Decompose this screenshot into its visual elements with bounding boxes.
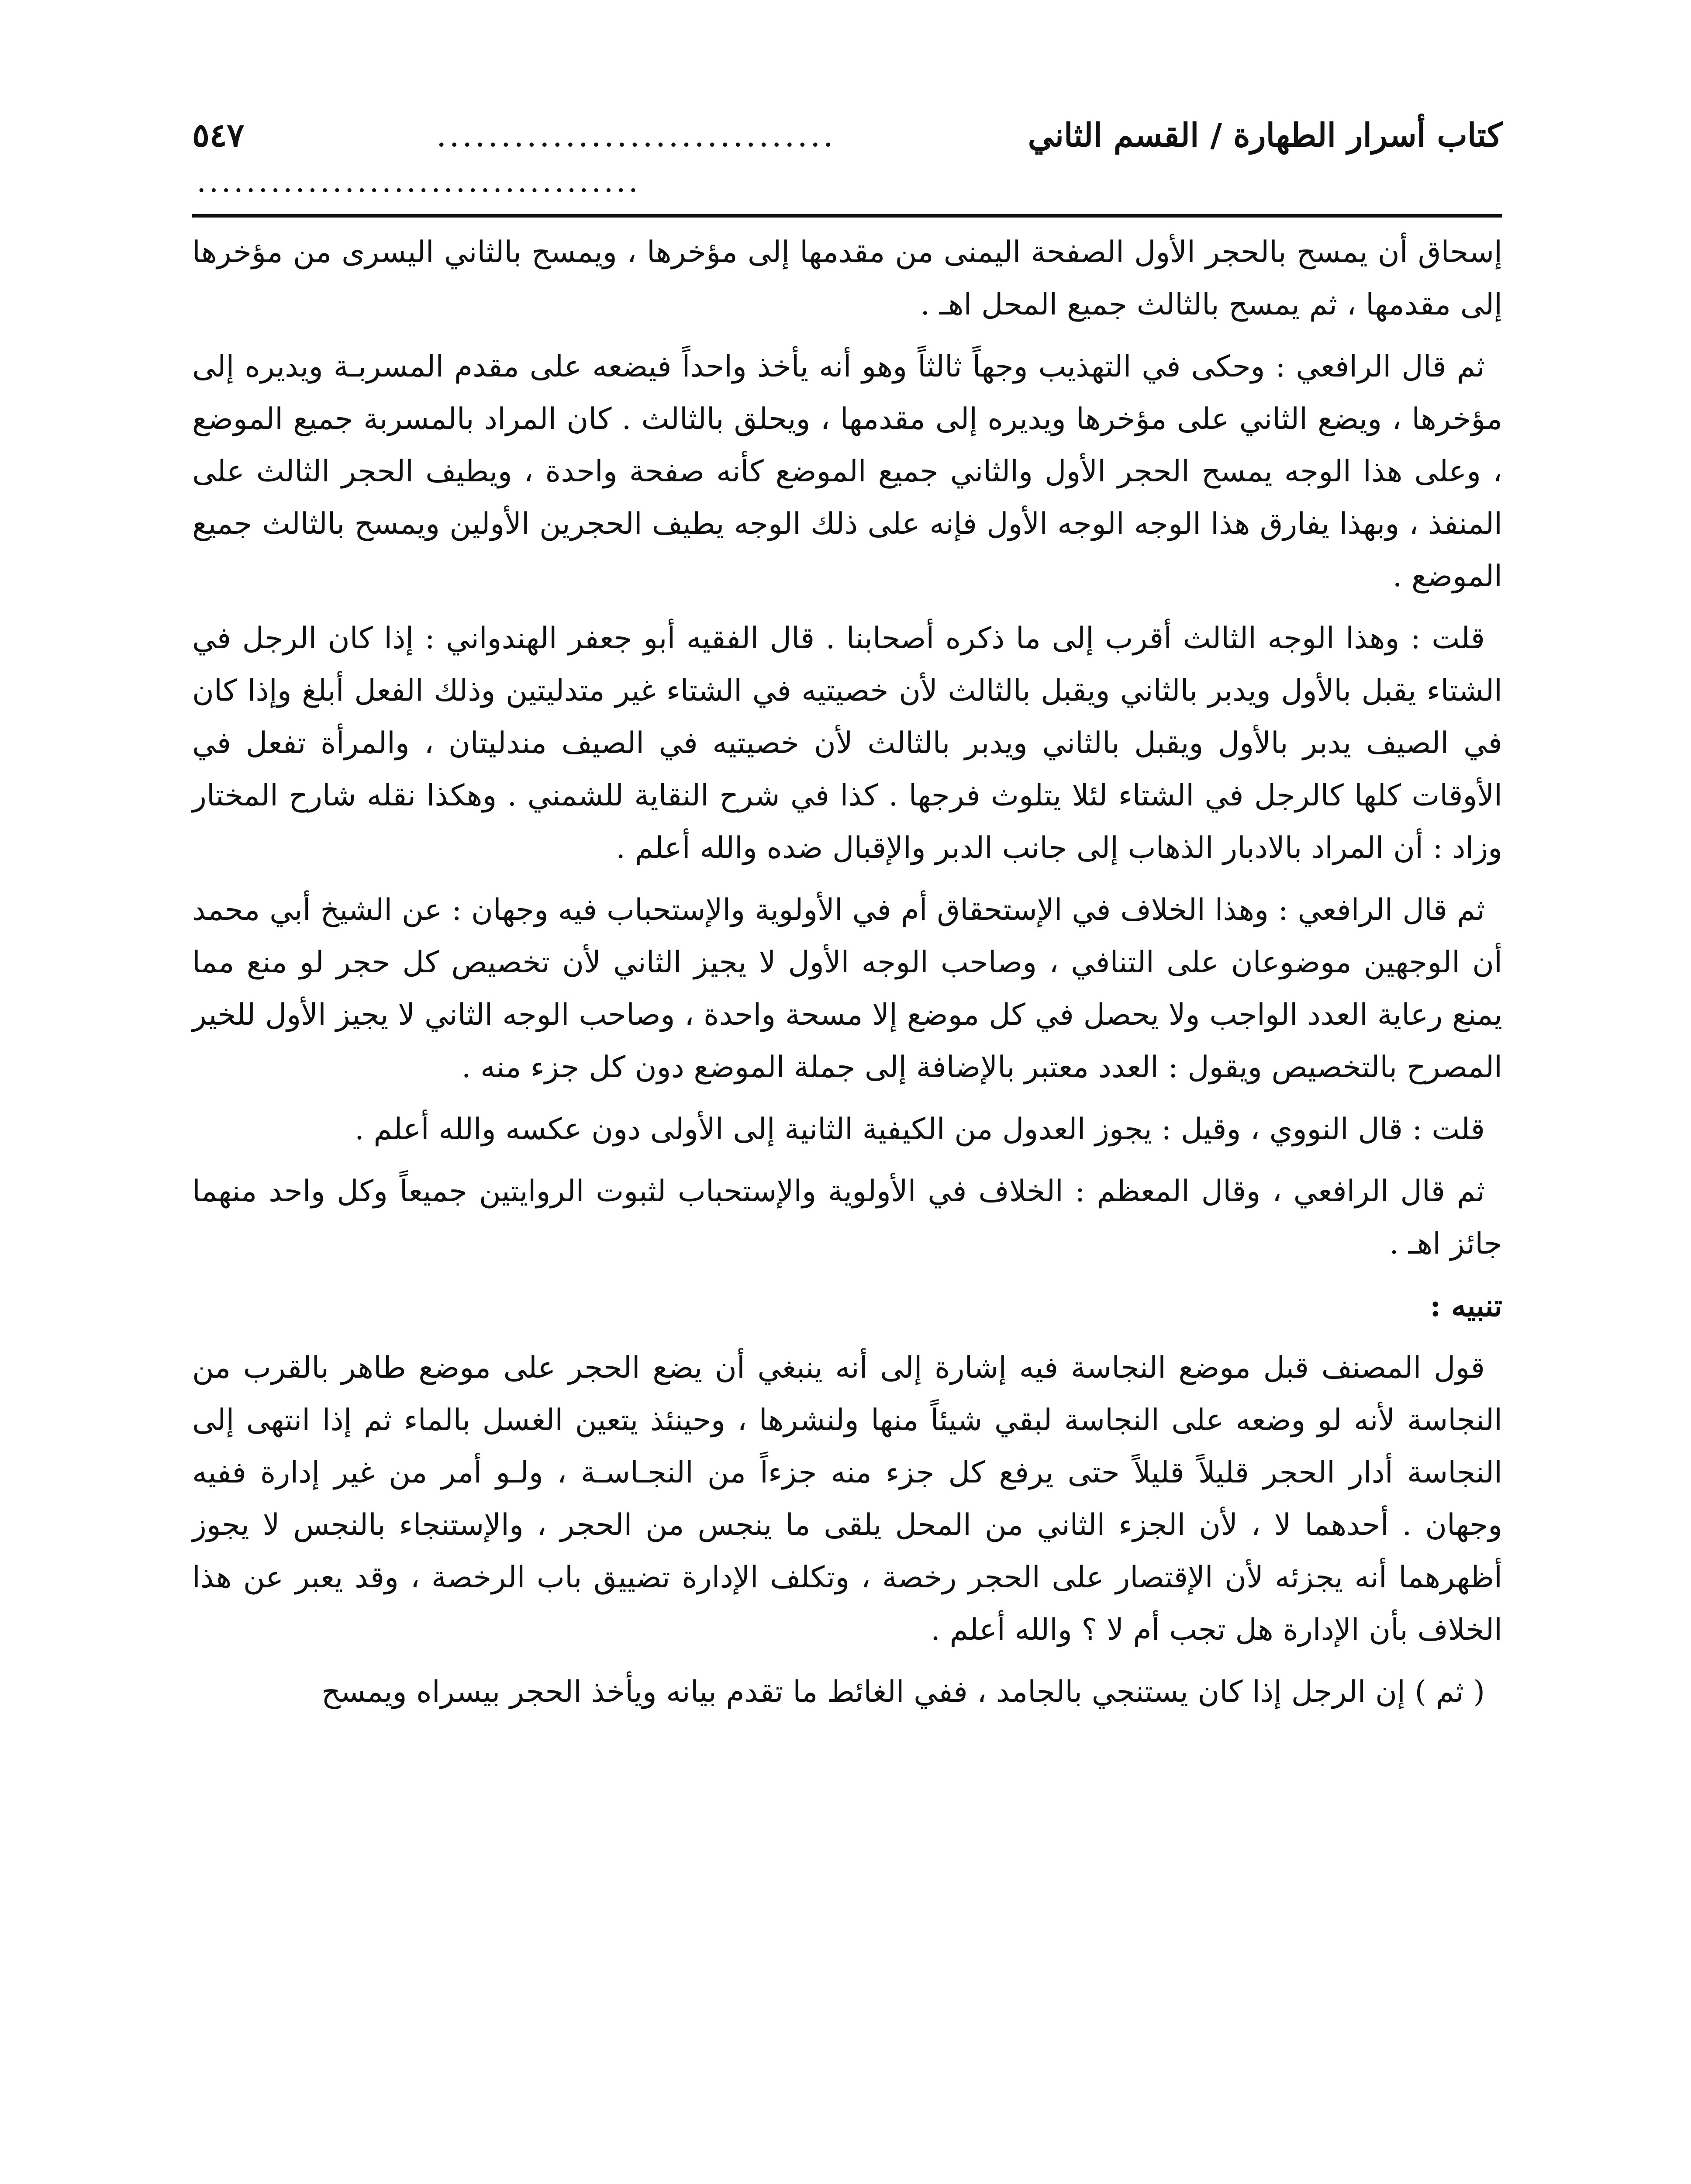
page-number: ٥٤٧ — [192, 117, 245, 154]
paragraph-final-continued: ( ثم ) إن الرجل إذا كان يستنجي بالجامد ، ففي الغائط ما تقدم بيانه ويأخذ الحجر بيسراه ويمسح — [321, 1675, 1485, 1709]
paragraph-rafii-tahdhib: ثم قال الرافعي : وحكى في التهذيب وجهاً ثالثاً وهو أنه يأخذ واحداً فيضعه على مقدم المسربـة ويديره إلى مؤخرها ، ويضع الثاني على مؤخرها ويديره إلى مقدمها ، ويحلق بالثالث . كان المراد بالمسربة جميع الموضع ، وعلى هذا الوجه يمسح الحجر الأول والثاني جميع الموضع كأنه صفحة واحدة ، ويطيف الحجر الثالث على المنفذ ، وبهذا يفارق هذا الوجه الوجه الأول فإنه على ذلك الوجه يطيف الحجرين الأولين ويمسح بالثالث جميع الموضع . — [192, 349, 1503, 594]
header-leader-dots: ............................... — [436, 117, 836, 154]
paragraph-continuation: إسحاق أن يمسح بالحجر الأول الصفحة اليمنى من مقدمها إلى مؤخرها ، ويمسح بالثاني اليسرى من مؤخرها إلى مقدمها ، ثم يمسح بالثالث جميع المحل اهـ . — [192, 235, 1502, 322]
paragraph-notice-body: قول المصنف قبل موضع النجاسة فيه إشارة إلى أنه ينبغي أن يضع الحجر على موضع طاهر بالقرب من النجاسة لأنه لو وضعه على النجاسة لبقي شيئاً منها ولنشرها ، وحينئذ يتعين الغسل بالماء ثم إذا انتهى إلى النجاسة أدار الحجر قليلاً قليلاً حتى يرفع كل جزء منه جزءاً من النجـاسـة ، ولـو أمر من غير إدارة ففيه وجهان . أحدهما لا ، لأن الجزء الثاني من المحل يلقى ما ينجس من الحجر ، والإستنجاء بالنجس لا يجوز أظهرهما أنه يجزئه لأن الإقتصار على الحجر رخصة ، وتكلف الإدارة تضييق باب الرخصة ، وقد يعبر عن هذا الخلاف بأن الإدارة هل تجب أم لا ؟ والله أعلم . — [192, 1351, 1502, 1647]
header-sub-dots: .................................... — [197, 163, 641, 199]
book-page — [192, 114, 1502, 2184]
paragraph-rafii-khilaf: ثم قال الرافعي : وهذا الخلاف في الإستحقاق أم في الأولوية والإستحباب فيه وجهان : عن الشيخ أبي محمد أن الوجهين موضوعان على التنافي ، وصاحب الوجه الأول لا يجيز الثاني لأن تخصيص كل حجر لو منع مما يمنع رعاية العدد الواجب ولا يحصل في كل موضع إلا مسحة واحدة ، وصاحب الوجه الثاني لا يجيز الأول للخير المصرح بالتخصيص ويقول : العدد معتبر بالإضافة إلى جملة الموضع دون كل جزء منه . — [192, 893, 1502, 1085]
header-rule — [192, 214, 1502, 218]
running-title: كتاب أسرار الطهارة / القسم الثاني — [1028, 117, 1502, 154]
paragraph-rafii-muazzam: ثم قال الرافعي ، وقال المعظم : الخلاف في الأولوية والإستحباب لثبوت الروايتين جميعاً وكل واحد منهما جائز اهـ . — [192, 1174, 1502, 1261]
running-header — [192, 114, 1502, 162]
main-text — [192, 226, 1502, 1718]
notice-heading: تنبيه : — [1430, 1289, 1502, 1324]
paragraph-hindawani: قلت : وهذا الوجه الثالث أقرب إلى ما ذكره أصحابنا . قال الفقيه أبو جعفر الهندواني : إذا كان الرجل في الشتاء يقبل بالأول ويدبر بالثاني ويقبل بالثالث لأن خصيتيه في الشتاء غير متدليتين وذلك الفعل أبلغ وإذا كان في الصيف يدبر بالأول ويقبل بالثاني ويدبر بالثالث لأن خصيتيه في الصيف مندليتان ، والمرأة تفعل في الأوقات كلها كالرجل في الشتاء لئلا يتلوث فرجها . كذا في شرح النقاية للشمني . وهكذا نقله شارح المختار وزاد : أن المراد بالادبار الذهاب إلى جانب الدبر والإقبال ضده والله أعلم . — [192, 621, 1502, 865]
paragraph-nawawi: قلت : قال النووي ، وقيل : يجوز العدول من الكيفية الثانية إلى الأولى دون عكسه والله أعلم . — [355, 1112, 1485, 1147]
